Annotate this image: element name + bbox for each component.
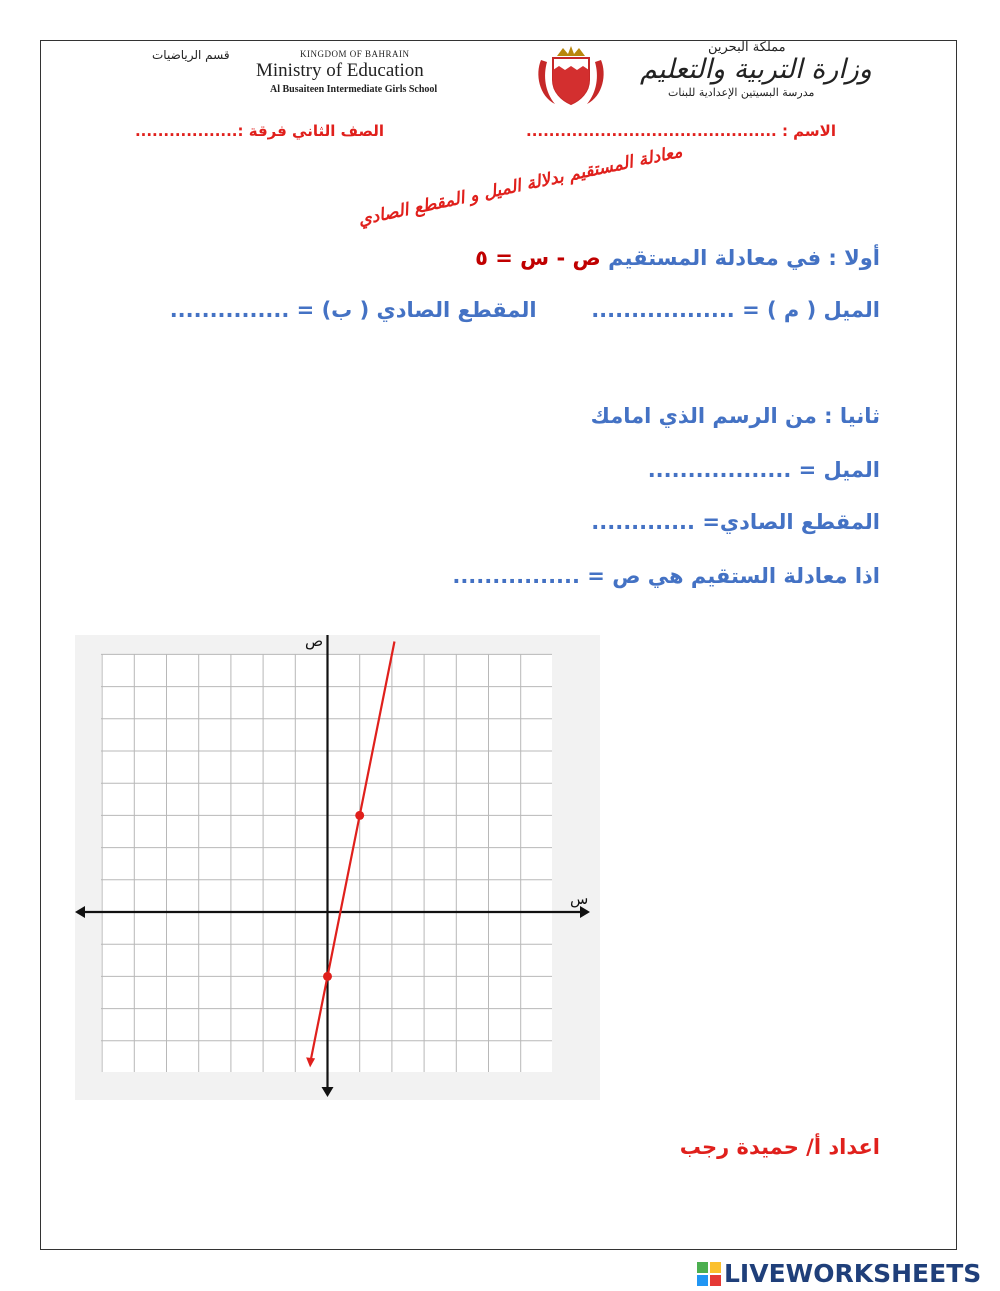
question-1-equation: ص - س = ٥ (475, 246, 601, 270)
ministry-en: Ministry of Education (256, 60, 424, 81)
slope-answer-field[interactable]: الميل ( م ) = .................. (591, 298, 880, 322)
department-label: قسم الرياضيات (152, 48, 230, 62)
question-1-prefix: أولا : في معادلة المستقيم (608, 246, 880, 270)
ministry-ar: وزارة التربية والتعليم (640, 54, 872, 85)
graph-equation-field[interactable]: اذا معادلة الستقيم هي ص = ................ (452, 564, 880, 588)
question-1 (475, 246, 880, 270)
worksheet-title: معادلة المستقيم بدلالة الميل و المقطع الصادي (356, 141, 685, 231)
school-ar: مدرسة البسيتين الإعدادية للبنات (668, 86, 815, 99)
data-point (323, 972, 332, 981)
question-2-heading: ثانيا : من الرسم الذي امامك (590, 404, 880, 428)
author-credit: اعداد أ/ حميدة رجب (679, 1135, 880, 1159)
x-axis-arrow-left (75, 906, 85, 918)
kingdom-en: KINGDOM OF BAHRAIN (300, 49, 410, 59)
question-1-answers (170, 298, 880, 322)
student-name-field[interactable]: الاسم : ............................................ (526, 122, 836, 140)
student-class-field[interactable]: الصف الثاني فرقة :.................. (134, 122, 384, 140)
x-axis-label: س (570, 890, 589, 908)
graph-intercept-field[interactable]: المقطع الصادي= ............. (591, 510, 880, 534)
liveworksheets-logo-icon (697, 1262, 721, 1286)
graph-slope-field[interactable]: الميل = .................. (647, 458, 880, 482)
intercept-answer-field[interactable]: المقطع الصادي ( ب) = ............... (169, 298, 537, 322)
bahrain-emblem-icon (535, 40, 607, 108)
graph-svg (75, 635, 600, 1100)
coordinate-graph (75, 635, 600, 1100)
liveworksheets-brand: LIVEWORKSHEETS (724, 1259, 982, 1288)
school-en: Al Busaiteen Intermediate Girls School (270, 84, 438, 95)
y-axis-arrow-down (322, 1087, 334, 1097)
y-axis-label: ص (305, 635, 324, 650)
data-point (355, 811, 364, 820)
kingdom-ar: مملكة البحرين (708, 40, 786, 55)
